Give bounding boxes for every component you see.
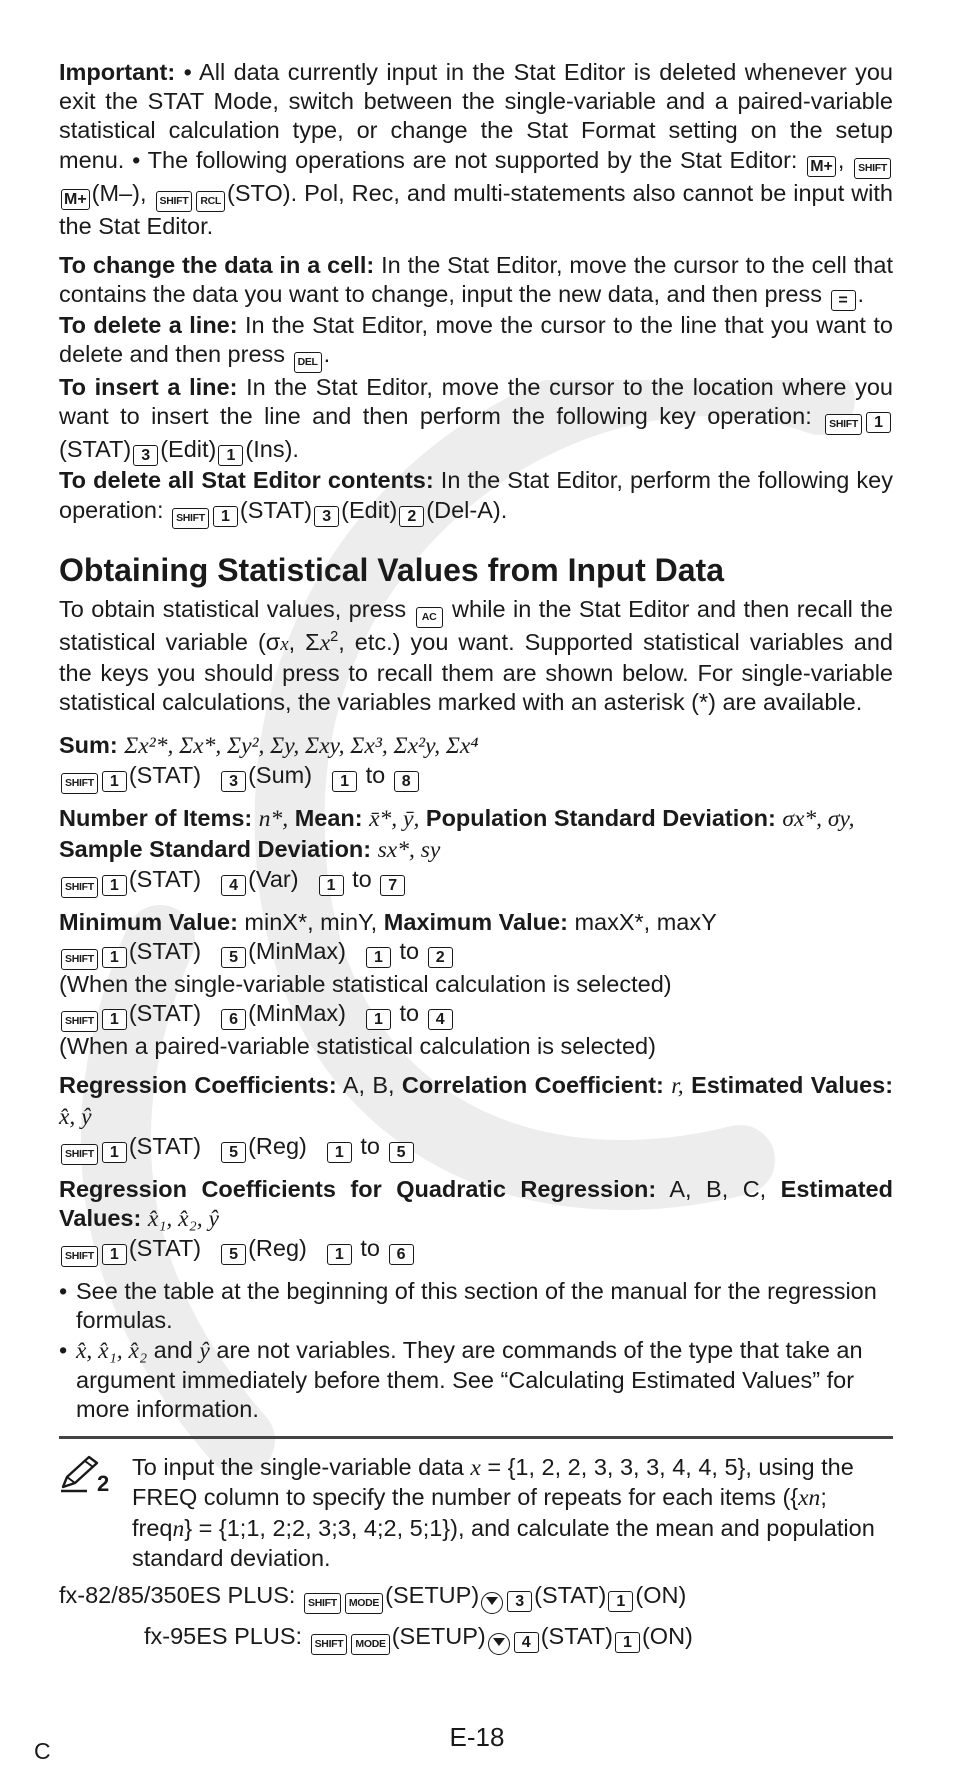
delete-all-paragraph: To delete all Stat Editor contents: In the Stat Editor, perform the following key operation: SHIFT 1 (STAT) 3 (Edit) 2 (Del-A). (59, 466, 893, 528)
section-divider (59, 1436, 893, 1439)
reg-keys: SHIFT 1 (STAT) 5 (Reg) 1 to 5 (59, 1132, 893, 1165)
arrow-down-icon (492, 1637, 506, 1647)
cursor-down-key (488, 1633, 510, 1655)
key-1: 1 (102, 1142, 127, 1163)
shift-key: SHIFT (311, 1634, 348, 1655)
example-number: 2 (97, 1471, 110, 1496)
del-key: DEL (294, 352, 322, 373)
key-1: 1 (102, 1244, 127, 1265)
shift-key: SHIFT (854, 158, 891, 179)
shift-key: SHIFT (825, 414, 862, 435)
key-1: 1 (866, 412, 891, 433)
important-label: Important: (59, 59, 176, 85)
key-1: 1 (218, 445, 243, 466)
reg-heading: Regression Coefficients: A, B, Correlation Coefficient: r, Estimated Values: x̂, ŷ (59, 1072, 894, 1130)
shift-key: SHIFT (172, 508, 209, 529)
key-1: 1 (213, 506, 238, 527)
shift-key: SHIFT (61, 1011, 98, 1032)
ac-key: AC (416, 607, 443, 628)
cursor-down-key (481, 1592, 503, 1614)
var-keys: SHIFT 1 (STAT) 4 (Var) 1 to 7 (59, 865, 893, 898)
pencil-example-icon (59, 1455, 119, 1495)
sum-variables: Σx²*, Σx*, Σy², Σy, Σxy, Σx³, Σx²y, Σx⁴ (124, 733, 479, 760)
key-1: 1 (102, 1009, 127, 1030)
minmax-heading: Minimum Value: minX*, minY, Maximum Value: maxX*, maxY (59, 908, 717, 935)
key-3: 3 (133, 445, 158, 466)
shift-key: SHIFT (156, 191, 193, 212)
model-row-95: fx-95ES PLUS: SHIFT MODE (SETUP) 4 (STAT) 1 (ON) (59, 1622, 893, 1655)
minmax-note-paired: (When a paired-variable statistical calculation is selected) (59, 1033, 656, 1060)
arrow-down-icon (485, 1596, 499, 1606)
shift-key: SHIFT (61, 773, 98, 794)
shift-key: SHIFT (61, 949, 98, 970)
m-plus-key: M+ (807, 156, 836, 177)
key-1: 1 (102, 947, 127, 968)
equals-key: = (831, 290, 856, 311)
key-2: 2 (399, 506, 424, 527)
shift-key: SHIFT (304, 1593, 341, 1614)
sum-heading: Sum: Σx²*, Σx*, Σy², Σy, Σxy, Σx³, Σx²y, Σx⁴ (59, 732, 479, 760)
model-row-82-85-350: fx-82/85/350ES PLUS: SHIFT MODE (SETUP) 3 (STAT) 1 (ON) (59, 1581, 893, 1614)
insert-line-paragraph: To insert a line: In the Stat Editor, move the cursor to the location where you want to insert the line and then perform the following key operation: SHIFT 1(STAT) 3 (Edit) 1 (Ins). (59, 374, 893, 465)
minmax-keys-paired: SHIFT 1 (STAT) 6 (MinMax) 1 to 4 (59, 999, 893, 1032)
key-3: 3 (314, 506, 339, 527)
key-1: 1 (102, 771, 127, 792)
important-paragraph: Important: • All data currently input in the Stat Editor is deleted whenever you exit the STAT Mode, switch between the single-variable and a paired-variable statistical calculation type, or change the Stat Format setting on the setup menu. • The following operations are not supported by the Stat Editor: M+ , SHIFTM+ (M–), SHIFT RCL (STO). Pol, Rec, and multi-statements also cannot be input with the Stat Editor. (59, 59, 894, 239)
example-text: To input the single-variable data x = {1, 2, 2, 3, 3, 3, 4, 4, 5}, using the FREQ column to specify the number of repeats for each items ({xn; freqn} = {1;1, 2;2, 3;3, 4;2, 5;1}), and calculate the mean and population standard deviation. (132, 1454, 875, 1571)
mode-key: MODE (351, 1634, 389, 1655)
quad-heading: Regression Coefficients for Quadratic Regression: A, B, C, Estimated Values: x̂₁, x̂₂, ŷ (59, 1175, 893, 1233)
section-title: Obtaining Statistical Values from Input Data (59, 551, 724, 588)
sum-keys: SHIFT 1 (STAT) 3 (Sum) 1 to 8 (59, 761, 893, 794)
shift-key: SHIFT (61, 1246, 98, 1267)
manual-page (59, 58, 893, 1655)
bullet-regression-formulas: • See the table at the beginning of this section of the manual for the regression formulas. (59, 1277, 893, 1335)
shift-key: SHIFT (61, 1144, 98, 1165)
minmax-keys-single: SHIFT 1 (STAT) 5 (MinMax) 1 to 2 (59, 937, 893, 970)
m-plus-key: M+ (61, 189, 90, 210)
bullet-estimated-values: • x̂, x̂₁, x̂₂ and ŷ are not variables. They are commands of the type that take an argument immediately before them. See “Calculating Estimated Values” for more information. (59, 1336, 893, 1425)
shift-key: SHIFT (61, 877, 98, 898)
page-number: E-18 (449, 1722, 505, 1752)
quad-keys: SHIFT 1 (STAT) 5 (Reg) 1 to 6 (59, 1234, 893, 1267)
delete-line-paragraph: To delete a line: In the Stat Editor, move the cursor to the line that you want to delete and then press DEL . (59, 311, 893, 373)
rcl-key: RCL (196, 191, 225, 212)
var-heading: Number of Items: n*, Mean: x̄*, ȳ, Population Standard Deviation: σx*, σy, Sample Standard Deviation: sx*, sy (59, 805, 855, 863)
minmax-note-single: (When the single-variable statistical calculation is selected) (59, 971, 672, 998)
intro-paragraph: To obtain statistical values, press AC while in the Stat Editor and then recall the statistical variable (σx, $\Sigma x^2$, etc.) you want. Supported statistical variables and the keys you should press to recall them are shown below. For single-variable statistical calculations, the variables marked with an asterisk (*) are available. (59, 595, 893, 716)
example-block (59, 1453, 893, 1573)
change-cell-paragraph: To change the data in a cell: In the Stat Editor, move the cursor to the cell that contains the data you want to change, input the new data, and then press = . (59, 251, 893, 310)
mode-key: MODE (345, 1593, 383, 1614)
key-1: 1 (102, 875, 127, 896)
corner-mark: C (34, 1738, 51, 1764)
